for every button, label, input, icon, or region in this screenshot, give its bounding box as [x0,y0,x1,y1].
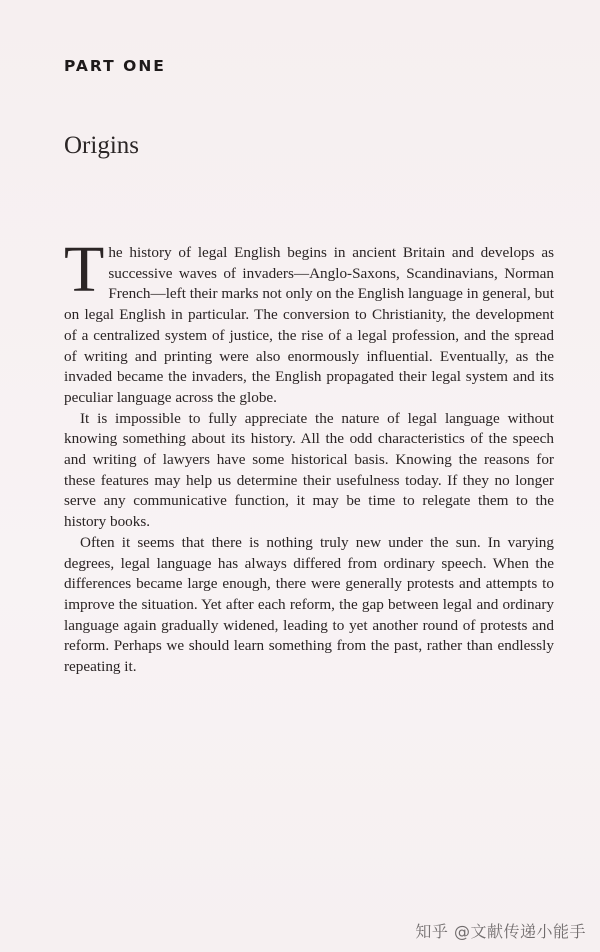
paragraph-1 [64,233,554,409]
paragraph-3: Often it seems that there is nothing truly new under the sun. In varying degrees, legal language has always differed from ordinary speech. When the differences became large enough, there were generally protests and attempts to improve the situation. Yet after each reform, the gap between legal and ordinary language again gradually widened, leading to yet another round of protests and reform. Perhaps we should learn something from the past, rather than endlessly repeating it. [64,533,554,676]
drop-cap: T [64,233,105,306]
paragraph-1-text: he history of legal English begins in ancient Britain and develops as successive waves of invaders—Anglo-Saxons, Scandinavians, Norman French—left their marks not only on the English language in general, but on legal English in particular. The conversion to Christianity, the development of a centralized system of justice, the rise of a legal profession, and the spread of writing and printing were also enormously influential. Eventually, as the invaded became the invaders, the English propagated their legal system and its peculiar language across the globe. [64,244,554,406]
watermark: 知乎 @文献传递小能手 [415,922,586,941]
chapter-title: Origins [64,132,139,159]
chapter-body [64,233,554,678]
paragraph-2: It is impossible to fully appreciate the nature of legal language without knowing something about its history. All the odd characteristics of the speech and writing of lawyers have some historical basis. Knowing the reasons for these features may help us determine their usefulness today. If they no longer serve any communicative function, it may be time to relegate them to the history books. [64,409,554,531]
part-label: PART ONE [64,57,166,75]
